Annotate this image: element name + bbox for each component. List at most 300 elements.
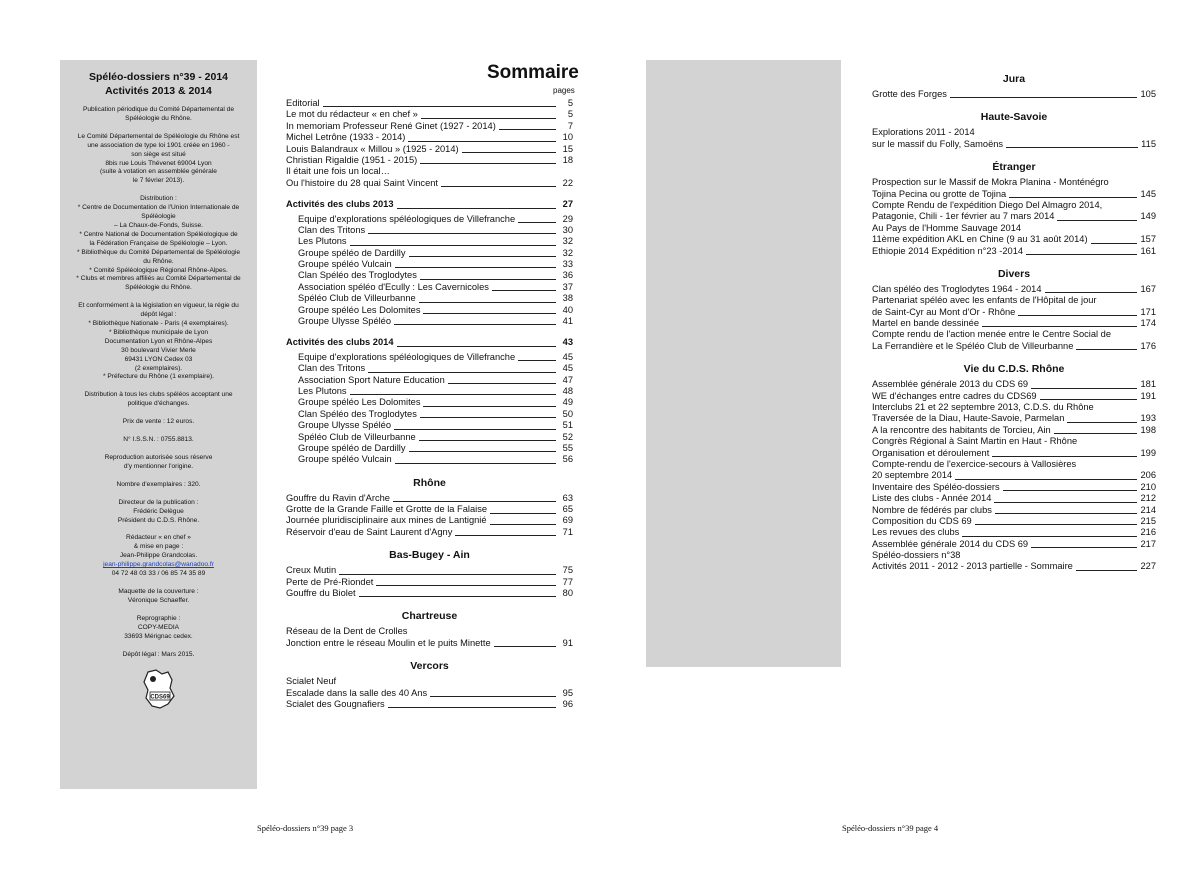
toc-entry-title: Groupe Ulysse Spéléo — [298, 420, 392, 431]
toc-page-number: 199 — [1140, 447, 1156, 458]
toc-entry — [286, 316, 573, 327]
sidebar-text-line: Dépôt légal : Mars 2015. — [122, 650, 195, 658]
cds69-logo-icon — [142, 668, 176, 710]
toc-entry-line — [872, 295, 1156, 306]
sidebar-text-line: d'y mentionner l'origine. — [123, 462, 194, 470]
toc-entry-title: Groupe spéléo de Dardilly — [298, 247, 406, 258]
toc-page-number: 5 — [567, 109, 573, 120]
toc-entry-title: Au Pays de l'Homme Sauvage 2014 — [872, 222, 1022, 233]
toc-entry — [872, 482, 1156, 493]
toc-entry-title: Compte-rendu de l'exercice-secours à Vallosières — [872, 458, 1077, 469]
leader-line — [499, 129, 556, 130]
toc-page-number: 10 — [562, 132, 573, 143]
toc-page-number: 51 — [562, 420, 573, 431]
toc-entry — [872, 379, 1156, 390]
sidebar-text-line: Prix de vente : 12 euros. — [122, 418, 195, 426]
toc-entry-title: Traversée de la Diau, Haute-Savoie, Parmelan — [872, 413, 1065, 424]
sidebar-paragraphs — [66, 106, 251, 525]
sidebar-paragraph — [66, 588, 251, 606]
editor-line: & mise en page : — [133, 543, 184, 551]
toc-page-number: 45 — [562, 351, 573, 362]
section-heading: Étranger — [992, 161, 1036, 174]
toc-page-number: 217 — [1140, 538, 1156, 549]
toc-entry-line — [872, 459, 1156, 470]
toc-page-number: 171 — [1140, 306, 1156, 317]
toc-page-number: 45 — [562, 363, 573, 374]
toc-page-number: 47 — [562, 374, 573, 385]
sidebar-text-line: 69431 LYON Cedex 03 — [124, 355, 193, 363]
toc-entry-title: Clan des Tritons — [298, 224, 366, 235]
toc-entry-title: Gouffre du Ravin d'Arche — [286, 492, 390, 503]
toc-entry — [872, 246, 1156, 257]
toc-entry-title: Compte rendu de l'action menée entre le Centre Social de — [872, 329, 1111, 340]
section-heading: Divers — [997, 267, 1031, 280]
leader-line — [397, 346, 557, 347]
toc-page-number: 210 — [1140, 481, 1156, 492]
toc-entry-title: de Saint-Cyr au Mont d'Or - Rhône — [872, 306, 1016, 317]
toc-page-number: 52 — [562, 431, 573, 442]
toc-entry — [286, 293, 573, 304]
leader-line — [490, 524, 556, 525]
leader-line — [421, 118, 556, 119]
leader-line — [1031, 388, 1137, 389]
leader-line — [408, 141, 556, 142]
toc-page-number: 174 — [1140, 318, 1156, 329]
toc-page-number: 36 — [562, 270, 573, 281]
sidebar-text-line: son siège est situé — [131, 150, 186, 158]
toc-page-number: 41 — [562, 316, 573, 327]
leader-line — [394, 429, 556, 430]
toc-page-number: 216 — [1140, 527, 1156, 538]
toc-page-number: 191 — [1140, 390, 1156, 401]
toc-entry-title: Les revues des clubs — [872, 527, 960, 538]
toc-entry-title: Groupe spéléo Les Dolomites — [298, 397, 421, 408]
leader-line — [441, 186, 556, 187]
sidebar-text-line: Frédéric Delègue — [133, 507, 184, 515]
toc-entry-title: Grotte des Forges — [872, 88, 947, 99]
leader-line — [393, 501, 556, 502]
sidebar-text-line: Distribution : — [140, 195, 177, 203]
sidebar-text-line: Spéléologie du Rhône. — [125, 284, 192, 292]
toc-entry — [286, 420, 573, 431]
section-spacer — [286, 538, 573, 548]
toc-entry — [286, 98, 573, 109]
toc-entry — [872, 413, 1156, 424]
toc-page-number: 43 — [562, 337, 573, 348]
section-heading: Jura — [1002, 73, 1026, 85]
toc-entry-title: Spéléo Club de Villeurbanne — [298, 293, 416, 304]
leader-line — [1054, 433, 1138, 434]
toc-page-number: 40 — [562, 304, 573, 315]
toc-entry — [286, 516, 573, 527]
toc-entry-line — [286, 626, 573, 637]
sidebar-paragraph — [66, 454, 251, 472]
toc-entry-title: Groupe spéléo Les Dolomites — [298, 304, 421, 315]
toc-entry — [286, 337, 573, 348]
toc-entry — [286, 577, 573, 588]
leader-line — [950, 97, 1138, 98]
toc-entry — [286, 144, 573, 155]
toc-page-number: 5 — [567, 97, 573, 108]
toc-entry — [872, 284, 1156, 295]
leader-line — [518, 360, 556, 361]
toc-page-number: 157 — [1140, 234, 1156, 245]
toc-entry-title: Ou l'histoire du 28 quai Saint Vincent — [286, 177, 439, 188]
toc-entry — [286, 236, 573, 247]
sidebar-paragraph — [66, 436, 251, 445]
toc-page-number: 32 — [562, 236, 573, 247]
sidebar-text-line: * Centre National de Documentation Spéléologique de — [79, 230, 238, 238]
toc-page-number: 38 — [562, 293, 573, 304]
toc-entry — [286, 688, 573, 699]
sidebar-text-line: 30 boulevard Vivier Merle — [121, 346, 196, 354]
editor-lines — [66, 534, 251, 561]
sidebar-text-line: Directeur de la publication : — [118, 498, 199, 506]
toc-entry-title: Les Plutons — [298, 385, 347, 396]
sidebar-text-line: le 7 février 2013). — [132, 177, 185, 185]
toc-entry — [286, 214, 573, 225]
leader-line — [1091, 243, 1138, 244]
leader-line — [994, 502, 1137, 503]
sidebar-text-line: N° I.S.S.N. : 0755.8813. — [123, 436, 194, 444]
leader-line — [420, 279, 556, 280]
toc-entry-title: Michel Letrône (1933 - 2014) — [286, 132, 406, 143]
toc-page-number: 49 — [562, 397, 573, 408]
toc-page-number: 95 — [562, 687, 573, 698]
toc-entry — [286, 386, 573, 397]
pages-column-label: pages — [553, 86, 575, 95]
section-heading: Chartreuse — [401, 610, 458, 623]
toc-page-number: 80 — [562, 588, 573, 599]
toc-entry-title: A la rencontre des habitants de Torcieu, Ain — [872, 424, 1051, 435]
toc-entry-title: Martel en bande dessinée — [872, 318, 979, 329]
toc-entry — [286, 363, 573, 374]
leader-line — [430, 696, 556, 697]
toc-entry — [872, 189, 1156, 200]
toc-entry-title: Louis Balandraux « Millou » (1925 - 2014) — [286, 143, 459, 154]
toc-entry-title: 11ème expédition AKL en Chine (9 au 31 août 2014) — [872, 234, 1088, 245]
sidebar-text-line: Publication périodique du Comité Départemental de — [82, 106, 234, 113]
sidebar-subtitle: Activités 2013 & 2014 — [105, 85, 212, 97]
toc-entry — [872, 307, 1156, 318]
leader-line — [368, 372, 556, 373]
toc-entry-title: Grotte de la Grande Faille et Grotte de la Falaise — [286, 504, 488, 515]
leader-line — [395, 267, 556, 268]
toc-entry-title: Groupe spéléo Vulcain — [298, 454, 392, 465]
toc-entry — [286, 504, 573, 515]
toc-page-number: 176 — [1140, 340, 1156, 351]
toc-entry — [286, 397, 573, 408]
toc-page-number: 214 — [1140, 504, 1156, 515]
toc-entry — [286, 699, 573, 710]
sidebar-text-line: Le Comité Départemental de Spéléologie du Rhône est — [77, 132, 240, 140]
toc-entry — [286, 248, 573, 259]
toc-entry-title: Scialet des Gougnafiers — [286, 699, 385, 709]
section-spacer — [872, 100, 1156, 110]
toc-entry-title: Spéléo-dossiers n°38 — [872, 550, 961, 561]
toc-entry — [872, 425, 1156, 436]
leader-line — [419, 302, 556, 303]
toc-entry — [286, 178, 573, 189]
sidebar-text-line: politique d'échanges. — [127, 400, 190, 408]
leader-line — [1040, 399, 1138, 400]
sidebar-info-panel — [60, 60, 257, 789]
toc-entry-title: Il était une fois un local… — [286, 166, 390, 177]
sidebar-paragraphs-end — [66, 588, 251, 659]
toc-page-number: 65 — [562, 504, 573, 515]
toc-entry — [872, 448, 1156, 459]
sidebar-text-line: Reproduction autorisée sous réserve — [104, 454, 213, 461]
toc-entry — [286, 588, 573, 599]
leader-line — [492, 290, 556, 291]
sidebar-paragraph — [66, 391, 251, 409]
toc-page-number: 198 — [1140, 424, 1156, 435]
section-heading: Vie du C.D.S. Rhône — [963, 363, 1065, 376]
toc-page-number: 50 — [562, 408, 573, 419]
toc-entry-title: Activités des clubs 2013 — [286, 199, 394, 210]
toc-entry-title: WE d'échanges entre cadres du CDS69 — [872, 390, 1037, 401]
toc-entry-title: Spéléo Club de Villeurbanne — [298, 431, 416, 442]
toc-entry-line — [872, 329, 1156, 340]
leader-line — [323, 106, 556, 107]
sidebar-text-line: dépôt légal : — [140, 311, 177, 319]
toc-entry-title: Le mot du rédacteur « en chef » — [286, 109, 418, 120]
section-spacer — [286, 649, 573, 659]
toc-entry-title: 20 septembre 2014 — [872, 470, 953, 481]
toc-entry — [872, 493, 1156, 504]
toc-entry-title: Assemblée générale 2014 du CDS 69 — [872, 538, 1029, 549]
toc-page-number: 215 — [1140, 515, 1156, 526]
toc-entry — [872, 539, 1156, 550]
leader-line — [462, 152, 556, 153]
leader-line — [420, 163, 556, 164]
toc-entry — [286, 121, 573, 132]
toc-entry-line — [872, 127, 1156, 138]
section-heading: Vercors — [410, 660, 449, 673]
toc-entry-line — [286, 676, 573, 687]
toc-entry-title: Ethiopie 2014 Expédition n°23 -2014 — [872, 245, 1024, 256]
toc-entry — [286, 443, 573, 454]
sidebar-paragraph — [66, 106, 251, 124]
toc-heading: Sommaire — [487, 62, 579, 83]
sidebar-text-line: COPY-MEDIA — [137, 623, 180, 631]
toc-right-column — [872, 72, 1156, 573]
toc-entry — [872, 516, 1156, 527]
toc-page-number: 91 — [562, 637, 573, 648]
toc-entry-line — [872, 402, 1156, 413]
toc-entry-title: sur le massif du Folly, Samoëns — [872, 138, 1004, 149]
toc-entry-title: Groupe Ulysse Spéléo — [298, 316, 392, 327]
toc-entry-line — [286, 166, 573, 177]
toc-page-number: 115 — [1141, 138, 1156, 149]
toc-entry-title: Groupe spéléo de Dardilly — [298, 442, 406, 453]
logo-text: CDS69 — [149, 694, 170, 701]
toc-page-number: 29 — [562, 213, 573, 224]
toc-entry-title: Equipe d'explorations spéléologiques de Villefranche — [298, 351, 516, 362]
sidebar-paragraph — [66, 499, 251, 526]
leader-line — [955, 479, 1137, 480]
leader-line — [992, 456, 1137, 457]
section-spacer — [872, 150, 1156, 160]
toc-entry-title: La Ferrandière et le Spéléo Club de Villeurbanne — [872, 340, 1074, 351]
toc-entry-title: Prospection sur le Massif de Mokra Planina - Monténégro — [872, 177, 1109, 188]
editor-email-link[interactable]: jean-philippe.grandcolas@wanadoo.fr — [103, 561, 214, 569]
toc-entry — [286, 282, 573, 293]
toc-entry-title: Scialet Neuf — [286, 676, 337, 687]
sidebar-text-line: Documentation Lyon et Rhône-Alpes — [104, 337, 213, 345]
toc-page-number: 206 — [1140, 470, 1156, 481]
toc-entry-title: Interclubs 21 et 22 septembre 2013, C.D.S. du Rhône — [872, 402, 1094, 413]
toc-entry — [286, 199, 573, 210]
sidebar-text-line: une association de type loi 1901 créée en 1960 - — [87, 141, 230, 149]
leader-line — [1076, 349, 1137, 350]
toc-entry-title: Perte de Pré-Riondet — [286, 576, 374, 587]
toc-entry-title: Gouffre du Biolet — [286, 588, 356, 599]
leader-line — [1006, 147, 1138, 148]
toc-entry — [872, 470, 1156, 481]
toc-page-number: 18 — [562, 154, 573, 165]
sidebar-paragraph — [66, 481, 251, 490]
section-heading: Rhône — [413, 476, 446, 489]
toc-entry-title: Les Plutons — [298, 236, 347, 247]
toc-entry-title: Inventaire des Spéléo-dossiers — [872, 481, 1000, 492]
leader-line — [1026, 254, 1137, 255]
leader-line — [1067, 422, 1137, 423]
toc-entry — [286, 493, 573, 504]
toc-entry-title: Clan des Tritons — [298, 363, 366, 374]
toc-page-number: 167 — [1140, 283, 1156, 294]
toc-entry-title: Clan spéléo des Troglodytes 1964 - 2014 — [872, 283, 1042, 294]
leader-line — [1031, 547, 1137, 548]
leader-line — [419, 440, 556, 441]
toc-entry-title: Groupe spéléo Vulcain — [298, 259, 392, 270]
sidebar-text-line: Spéléologie du Rhône. — [125, 114, 192, 122]
toc-entry-title: Congrès Régional à Saint Martin en Haut - Rhône — [872, 436, 1078, 447]
sidebar-text-line: Distribution à tous les clubs spéléos acceptant une — [84, 391, 233, 399]
leader-line — [423, 406, 556, 407]
leader-line — [423, 313, 556, 314]
toc-entry-title: Explorations 2011 - 2014 — [872, 127, 975, 138]
toc-page-number: 63 — [562, 492, 573, 503]
sidebar-paragraph — [66, 195, 251, 293]
toc-page-number: 56 — [562, 454, 573, 465]
toc-entry — [286, 638, 573, 649]
editor-line: Jean-Philippe Grandcolas. — [119, 552, 198, 560]
footer-page-3: Spéléo-dossiers n°39 page 3 — [257, 823, 354, 833]
toc-entry-title: In memoriam Professeur René Ginet (1927 - 2014) — [286, 120, 496, 131]
editor-phone: 04 72 48 03 33 / 06 85 74 35 89 — [111, 570, 206, 578]
sidebar-text-line: – La Chaux-de-Fonds, Suisse. — [113, 221, 204, 229]
toc-entry-title: Patagonie, Chili - 1er février au 7 mars 2014 — [872, 211, 1055, 222]
toc-entry-title: Réseau de la Dent de Crolles — [286, 626, 408, 637]
toc-page-number: 33 — [562, 259, 573, 270]
toc-entry — [872, 139, 1156, 150]
leader-line — [394, 324, 556, 325]
sidebar-text-line: du Rhône. — [143, 257, 174, 265]
toc-entry — [286, 132, 573, 143]
sidebar-text-line: Nombre d'exemplaires : 320. — [116, 480, 201, 488]
leader-line — [420, 417, 556, 418]
leader-line — [448, 383, 556, 384]
leader-line — [1018, 315, 1137, 316]
sidebar-text-line: * Centre de Documentation de l'Union Internationale de — [77, 204, 240, 212]
sidebar-text-line: * Préfecture du Rhône (1 exemplaire). — [102, 373, 215, 381]
toc-entry — [286, 409, 573, 420]
sidebar-text-line: * Clubs et membres affiliés au Comité Départemental de — [76, 275, 241, 283]
toc-entry-line — [872, 223, 1156, 234]
sidebar-text-line: la Fédération Française de Spéléologie – Lyon. — [89, 239, 228, 247]
section-heading: Haute-Savoie — [980, 111, 1048, 124]
sidebar-text-line: * Comité Spéléologique Régional Rhône-Alpes. — [89, 266, 228, 274]
toc-page-number: 69 — [562, 515, 573, 526]
sidebar-text-line: * Bibliothèque municipale de Lyon — [108, 328, 209, 336]
toc-page-number: 75 — [562, 565, 573, 576]
toc-entry-title: Liste des clubs - Année 2014 — [872, 493, 992, 504]
toc-entry-title: Creux Mutin — [286, 565, 337, 576]
toc-entry-title: Partenariat spéléo avec les enfants de l'Hôpital de jour — [872, 295, 1097, 306]
toc-page-number: 181 — [1140, 379, 1156, 390]
leader-line — [376, 585, 556, 586]
leader-line — [1057, 220, 1137, 221]
section-spacer — [286, 189, 573, 199]
sidebar-text-line: * Bibliothèque du Comité Départemental de Spéléologie — [76, 248, 241, 256]
toc-entry-line — [872, 200, 1156, 211]
leader-line — [982, 326, 1137, 327]
leader-line — [409, 256, 557, 257]
leader-line — [1003, 490, 1138, 491]
sidebar-text-line: 33693 Mérignac cedex. — [124, 632, 193, 640]
toc-entry — [286, 375, 573, 386]
sidebar-text-line: Et conformément à la législation en vigueur, la régie du — [78, 302, 239, 310]
toc-entry — [872, 527, 1156, 538]
toc-page-number: 22 — [562, 177, 573, 188]
toc-entry-title: Jonction entre le réseau Moulin et le puits Minette — [286, 637, 491, 648]
leader-line — [518, 222, 556, 223]
toc-entry-title: Compte Rendu de l'expédition Diego Del Almagro 2014, — [872, 199, 1103, 210]
toc-entry-title: Christian Rigaldie (1951 - 2015) — [286, 154, 418, 165]
section-spacer — [872, 352, 1156, 362]
toc-entry-title: Réservoir d'eau de Saint Laurent d'Agny — [286, 526, 453, 537]
toc-page-number: 15 — [562, 143, 573, 154]
toc-entry-title: Association Sport Nature Education — [298, 374, 445, 385]
section-heading: Bas-Bugey - Ain — [389, 549, 470, 562]
toc-entry-line — [872, 177, 1156, 188]
toc-entry — [872, 234, 1156, 245]
toc-entry-title: Activités 2011 - 2012 - 2013 partielle - Sommaire — [872, 561, 1073, 572]
leader-line — [1076, 570, 1138, 571]
section-spacer — [872, 257, 1156, 267]
sidebar-editor-block — [66, 534, 251, 579]
toc-entry — [286, 305, 573, 316]
toc-page-number: 7 — [567, 120, 573, 131]
toc-entry-title: Escalade dans la salle des 40 Ans — [286, 687, 428, 698]
toc-entry-title: Journée pluridisciplinaire aux mines de Lantignié — [286, 515, 487, 526]
toc-entry — [286, 527, 573, 538]
sidebar-paragraph — [66, 133, 251, 186]
toc-page-number: 71 — [562, 526, 573, 537]
leader-line — [962, 536, 1137, 537]
gray-panel-right — [646, 60, 841, 667]
toc-entry-title: Tojina Pecina ou grotte de Tojina — [872, 188, 1007, 199]
toc-page-number: 227 — [1140, 561, 1156, 572]
leader-line — [455, 535, 556, 536]
toc-entry-title: Assemblée générale 2013 du CDS 69 — [872, 379, 1029, 390]
toc-page-number: 212 — [1140, 493, 1156, 504]
toc-page-number: 30 — [562, 224, 573, 235]
leader-line — [490, 513, 556, 514]
leader-line — [388, 707, 556, 708]
sidebar-text-line: Maquette de la couverture : — [118, 587, 199, 595]
